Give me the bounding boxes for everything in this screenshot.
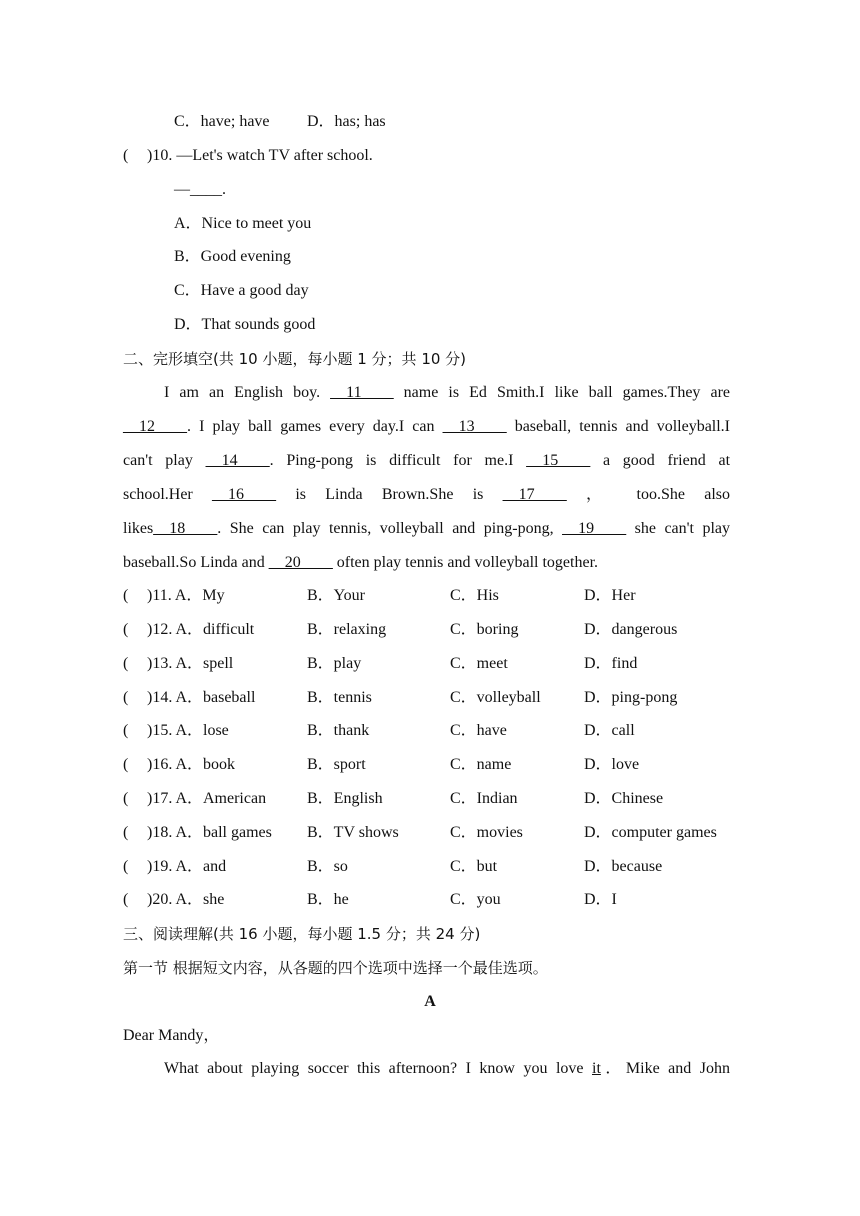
answer-paren: (: [123, 891, 129, 908]
option-c: C．meet: [450, 655, 508, 672]
blank-18: __18____: [153, 520, 218, 537]
passage-line-6: [123, 553, 730, 573]
answer-paren: (: [123, 858, 129, 875]
answer-paren: (: [123, 655, 129, 672]
blank-13: __13____: [442, 418, 507, 435]
option-d: D．Chinese: [584, 790, 664, 807]
passage-line-2: [123, 417, 730, 437]
option-a: )11. A．My: [147, 587, 225, 604]
option-d: D．love: [584, 756, 640, 773]
question-row: [123, 586, 743, 606]
q10-option-b: B．Good evening: [174, 248, 291, 265]
question-row: [123, 755, 743, 775]
answer-paren: (: [123, 824, 129, 841]
option-d: D．find: [584, 655, 638, 672]
question-row: [123, 688, 743, 708]
letter-text: What about playing soccer this afternoon? I know you love: [164, 1060, 584, 1077]
option-a: )13. A．spell: [147, 655, 234, 672]
blank-12: __12____: [123, 418, 187, 435]
answer-paren: (: [123, 722, 129, 739]
q10-reply: —____.: [174, 181, 226, 198]
q10-option-d: D．That sounds good: [174, 316, 316, 333]
option-b: B．relaxing: [307, 621, 387, 638]
passage-text: can't play: [123, 452, 193, 469]
option-c: C．Indian: [450, 790, 518, 807]
passage-text: I am an English boy.: [164, 384, 321, 401]
letter-text: ．Mike and John: [600, 1060, 730, 1077]
letter-greeting: Dear Mandy，: [123, 1027, 220, 1044]
option-b: B．thank: [307, 722, 370, 739]
option-b: B．sport: [307, 756, 366, 773]
option-d: D．computer games: [584, 824, 717, 841]
q10-prompt: )10. —Let's watch TV after school.: [147, 147, 373, 164]
blank-16: __16____: [212, 486, 277, 503]
question-row: [123, 721, 743, 741]
question-row: [123, 890, 743, 910]
option-c: C．you: [450, 891, 501, 908]
option-d: D．Her: [584, 587, 636, 604]
blank-17: __17____: [502, 486, 567, 503]
answer-paren: (: [123, 689, 129, 706]
passage-text: . I play ball games every day.I can: [187, 418, 435, 435]
letter-line-1: [164, 1059, 730, 1079]
q9-option-d: D．has; has: [307, 113, 386, 130]
answer-paren: (: [123, 756, 129, 773]
option-a: )15. A．lose: [147, 722, 229, 739]
option-d: D．I: [584, 891, 617, 908]
blank-14: __14____: [205, 452, 270, 469]
blank-20: __20____: [268, 554, 333, 571]
option-c: C．volleyball: [450, 689, 541, 706]
passage-text: she can't play: [634, 520, 731, 537]
passage-line-3: [123, 451, 730, 471]
q10-option-c: C．Have a good day: [174, 282, 309, 299]
passage-text: often play tennis and volleyball together.: [336, 554, 599, 571]
answer-paren: (: [123, 790, 129, 807]
q10-option-a: A．Nice to meet you: [174, 215, 312, 232]
question-row: [123, 620, 743, 640]
blank-11: __11____: [330, 384, 394, 401]
passage-text: ，: [585, 486, 618, 503]
option-c: C．but: [450, 858, 498, 875]
option-a: )20. A．she: [147, 891, 225, 908]
section3-heading: 三、阅读理解(共 16 小题，每小题 1.5 分；共 24 分): [123, 925, 481, 943]
passage-line-5: [123, 519, 730, 539]
passage-text: too.She also: [636, 486, 731, 503]
passage-text: is Linda Brown.She is: [295, 486, 484, 503]
question-row: [123, 789, 743, 809]
question-row: [123, 654, 743, 674]
answer-paren: (: [123, 587, 129, 604]
passage-text: name is Ed Smith.I like ball games.They are: [403, 384, 731, 401]
option-a: )17. A．American: [147, 790, 267, 807]
passage-text: . Ping-pong is difficult for me.I: [269, 452, 514, 469]
passage-label: A: [424, 993, 436, 1010]
passage-text: school.Her: [123, 486, 193, 503]
passage-line-4: [123, 485, 730, 505]
option-b: B．so: [307, 858, 348, 875]
option-c: C．name: [450, 756, 512, 773]
option-c: C．have: [450, 722, 507, 739]
option-d: D．because: [584, 858, 663, 875]
option-c: C．movies: [450, 824, 523, 841]
passage-text: a good friend at: [602, 452, 731, 469]
q10-paren: (: [123, 147, 129, 164]
passage-text: baseball.So Linda and: [123, 554, 265, 571]
option-a: )16. A．book: [147, 756, 236, 773]
blank-15: __15____: [526, 452, 591, 469]
q9-option-c: C．have; have: [174, 113, 270, 130]
option-b: B．TV shows: [307, 824, 399, 841]
option-a: )12. A．difficult: [147, 621, 255, 638]
section3-part1-instruction: 第一节 根据短文内容，从各题的四个选项中选择一个最佳选项。: [123, 959, 548, 977]
underlined-it: it: [592, 1060, 601, 1077]
section2-heading: 二、完形填空(共 10 小题，每小题 1 分；共 10 分): [123, 350, 467, 368]
option-b: B．play: [307, 655, 362, 672]
option-d: D．call: [584, 722, 635, 739]
question-row: [123, 823, 743, 843]
option-a: )14. A．baseball: [147, 689, 256, 706]
option-d: D．ping-pong: [584, 689, 678, 706]
option-c: C．His: [450, 587, 499, 604]
passage-line-1: [164, 383, 730, 403]
passage-text: . She can play tennis, volleyball and ping-pong,: [217, 520, 554, 537]
option-b: B．Your: [307, 587, 365, 604]
option-d: D．dangerous: [584, 621, 678, 638]
answer-paren: (: [123, 621, 129, 638]
question-row: [123, 857, 743, 877]
passage-text: baseball, tennis and volleyball.I: [514, 418, 731, 435]
passage-text: likes: [123, 520, 154, 537]
blank-19: __19____: [562, 520, 627, 537]
option-b: B．English: [307, 790, 383, 807]
option-a: )19. A．and: [147, 858, 227, 875]
option-b: B．he: [307, 891, 349, 908]
option-c: C．boring: [450, 621, 519, 638]
option-b: B．tennis: [307, 689, 372, 706]
option-a: )18. A．ball games: [147, 824, 272, 841]
